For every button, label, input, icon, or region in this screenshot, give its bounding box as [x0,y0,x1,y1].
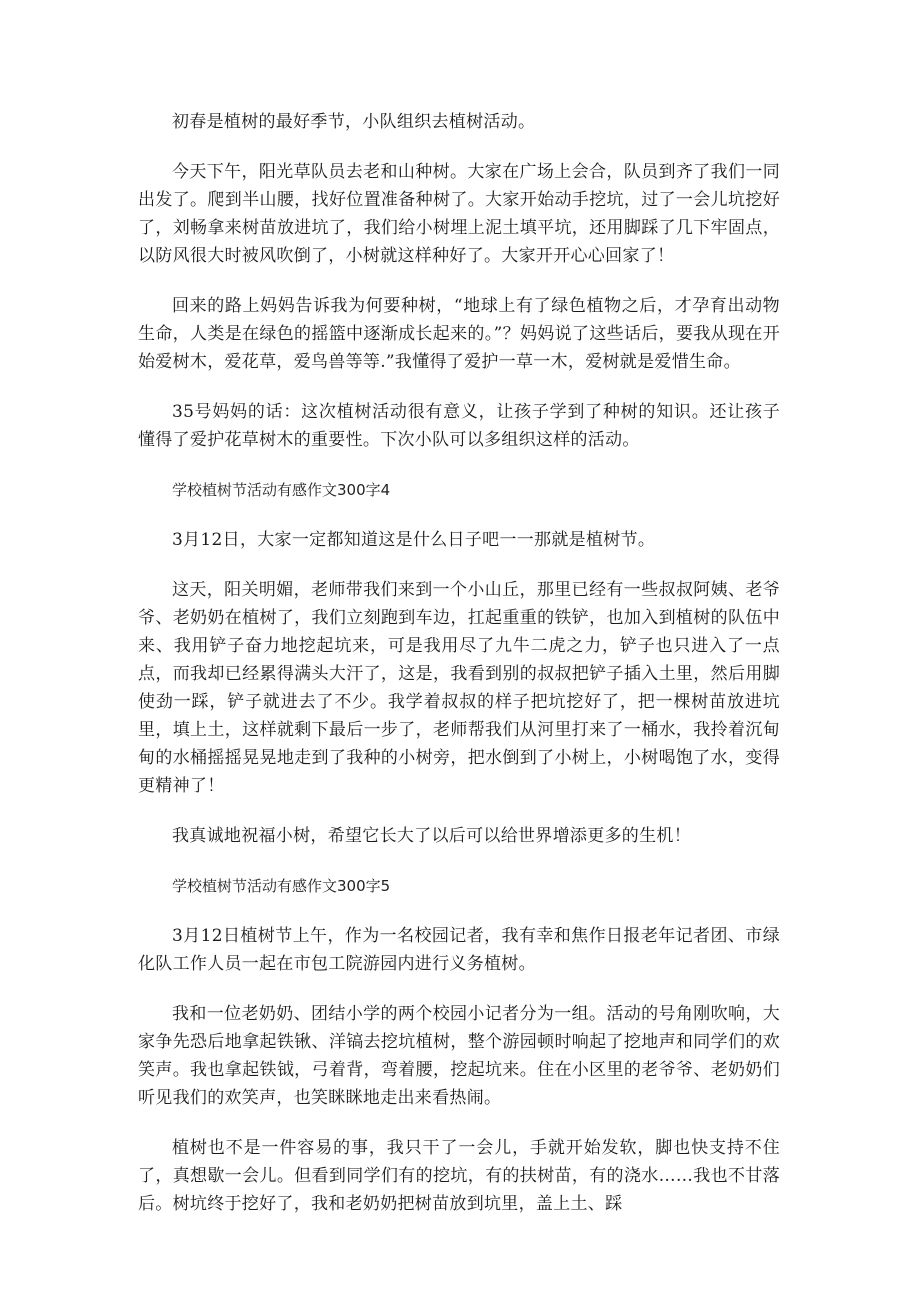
paragraph-planting-story: 今天下午，阳光草队员去老和山种树。大家在广场上会合，队员到齐了我们一同出发了。爬到半山腰，找好位置准备种树了。大家开始动手挖坑，过了一会儿坑挖好了，刘畅拿来树苗放进坑了，我们给小树埋上泥土填平坑，还用脚踩了几下牢固点，以防风很大时被风吹倒了，小树就这样种好了。大家开开心心回家了！ [138,162,780,266]
document-page [138,108,780,1240]
paragraph-blessing: 我真诚地祝福小树，希望它长大了以后可以给世界增添更多的生机！ [172,826,691,846]
paragraph-group: 我和一位老奶奶、团结小学的两个校园小记者分为一组。活动的号角刚吹响，大家争先恐后地拿起铁锹、洋镐去挖坑植树，整个游园顿时响起了挖地声和同学们的欢笑声。我也拿起铁钺，弓着背，弯着腰，挖起坑来。住在小区里的老爷爷、老奶奶们听见我们的欢笑声，也笑眯眯地走出来看热闹。 [138,1004,780,1108]
essay-heading-5: 学校植树节活动有感作文300字5 [172,877,391,895]
paragraph-parent-comment: 35号妈妈的话：这次植树活动很有意义，让孩子学到了种树的知识。还让孩子懂得了爱护花草树木的重要性。下次小队可以多组织这样的活动。 [138,402,780,450]
paragraph-reporter: 3月12日植树节上午，作为一名校园记者，我有幸和焦作日报老年记者团、市绿化队工作人员一起在市包工院游园内进行义务植树。 [138,926,780,974]
paragraph-date-intro: 3月12日，大家一定都知道这是什么日子吧一一那就是植树节。 [172,530,656,550]
paragraph-hill-planting: 这天，阳关明媚，老师带我们来到一个小山丘，那里已经有一些叔叔阿姨、老爷爷、老奶奶在植树了，我们立刻跑到车边，扛起重重的铁铲，也加入到植树的队伍中来、我用铲子奋力地挖起坑来，可是我用尽了九牛二虎之力，铲子也只进入了一点点，而我却已经累得满头大汗了，这是，我看到别的叔叔把铲子插入土里，然后用脚使劲一踩，铲子就进去了不少。我学着叔叔的样子把坑挖好了，把一棵树苗放进坑里，填上土，这样就剩下最后一步了，老师帮我们从河里打来了一桶水，我拎着沉甸甸的水桶摇摇晃晃地走到了我种的小树旁，把水倒到了小树上，小树喝饱了水，变得更精神了！ [138,580,780,796]
paragraph-hard-work: 植树也不是一件容易的事，我只干了一会儿，手就开始发软，脚也快支持不住了，真想歇一会儿。但看到同学们有的挖坑，有的扶树苗，有的浇水……我也不甘落后。树坑终于挖好了，我和老奶奶把树苗放到坑里，盖上土、踩 [138,1138,780,1214]
paragraph-mother-talk: 回来的路上妈妈告诉我为何要种树，“地球上有了绿色植物之后，才孕育出动物生命，人类是在绿色的摇篮中逐渐成长起来的。”？妈妈说了这些话后，要我从现在开始爱树木，爱花草，爱鸟兽等等.”我懂得了爱护一草一木，爱树就是爱惜生命。 [138,296,780,372]
essay-heading-4: 学校植树节活动有感作文300字4 [172,481,391,499]
paragraph-intro: 初春是植树的最好季节，小队组织去植树活动。 [172,112,536,132]
